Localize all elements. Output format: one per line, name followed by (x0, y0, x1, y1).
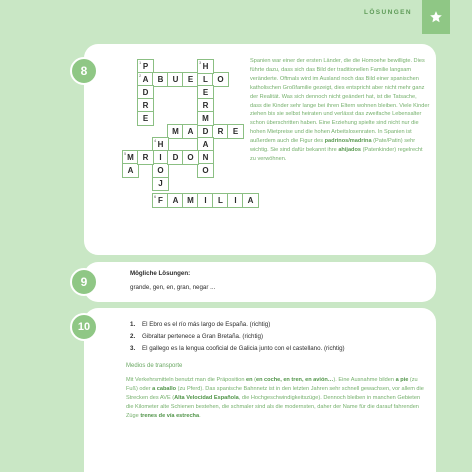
cell-letter: U (172, 75, 179, 84)
crossword-cell (137, 111, 154, 126)
text-run: . (199, 412, 201, 419)
section-tab (422, 0, 450, 34)
crossword-cell (197, 111, 214, 126)
cell-letter: O (217, 75, 224, 84)
exercise-number: 10 (70, 313, 98, 341)
crossword-cell (152, 176, 169, 191)
text-paragraph: Was sich dennoch nicht geändert hat, ist die Tatsache, dass die Kinder sehr lange bei ihren Eltern wohnen bleiben. (250, 93, 417, 109)
solutions-title: Mögliche Lösungen: (130, 270, 191, 277)
crossword-cell (227, 124, 244, 139)
term-highlight: trenes de vía estrecha (140, 412, 200, 419)
cell-letter: M (202, 114, 209, 123)
item-number: 2. (130, 333, 136, 340)
term-highlight: en coche, en tren, en avión… (255, 377, 334, 383)
cell-letter: M (172, 127, 179, 136)
section-label: LÖSUNGEN (363, 9, 412, 16)
list-item (130, 331, 345, 343)
cell-letter: L (218, 196, 223, 205)
cell-letter: A (247, 196, 254, 205)
cell-letter: E (187, 75, 194, 84)
term-highlight: a caballo (152, 385, 177, 392)
cell-letter: A (127, 166, 134, 175)
term-highlight: ahijados (338, 147, 362, 154)
cell-clue-number: 6 (154, 194, 157, 199)
star-icon (429, 10, 443, 24)
exercise-number: 9 (70, 268, 98, 296)
cell-letter: M (127, 153, 134, 162)
cell-letter: B (157, 75, 164, 84)
text-paragraph: In Spanien ist außerdem auch die Figur des (250, 129, 412, 145)
item-number: 3. (130, 345, 136, 352)
cell-clue-number: 1 (139, 60, 142, 65)
cell-clue-number: 5 (124, 151, 127, 156)
exercise-10-panel (77, 308, 436, 472)
item-text: El gallego es la lengua cooficial de Galicia junto con el castellano. (richtig) (142, 345, 345, 352)
section-subheading: Medios de transporte (126, 363, 183, 369)
cell-letter: F (158, 196, 163, 205)
cell-letter: E (202, 88, 209, 97)
answer-list (130, 319, 345, 355)
crossword-cell (212, 72, 229, 87)
crossword-cell (122, 163, 139, 178)
crossword-cell (242, 193, 259, 208)
cell-clue-number: 4 (154, 138, 157, 143)
cell-letter: A (142, 75, 149, 84)
cell-letter: O (157, 166, 164, 175)
cell-letter: A (187, 127, 194, 136)
crossword-cell (197, 59, 214, 74)
explanation-text (126, 376, 426, 421)
list-item (130, 319, 345, 331)
cell-letter: D (142, 88, 149, 97)
text-run: , die Hochgeschwindigkeitszüge). Dennoch bleiben in manchen Gebieten die Kilometer alte Schienen bestehen, die schmaler sind als die modernsten, daher der Name für die darauf fahrenden Züge (126, 394, 421, 419)
cell-clue-number: 3 (199, 60, 202, 65)
cell-letter: I (159, 153, 162, 162)
cell-letter: A (172, 196, 179, 205)
cell-letter: R (217, 127, 224, 136)
solutions-words: grande, gen, en, gran, negar ... (130, 284, 216, 291)
cell-letter: R (202, 101, 209, 110)
cell-letter: I (204, 196, 207, 205)
cell-letter: H (157, 140, 164, 149)
cell-letter: N (202, 153, 209, 162)
text-run: (zu Pferd). Das spanische Bahnnetz ist in den letzten Jahren sehr schnell gewachsen, vor allem die Strecken des AVE ( (126, 385, 424, 401)
cell-letter: P (142, 62, 149, 71)
cell-letter: D (202, 127, 209, 136)
cell-letter: L (203, 75, 208, 84)
text-run: ( (252, 377, 256, 383)
text-paragraph: (Pate/Patin) sehr wichtig. Sie sind dafür bekannt ihre (250, 138, 416, 154)
item-text: Gibraltar pertenece a Gran Bretaña. (richtig) (142, 333, 264, 340)
list-item (130, 343, 345, 355)
term-highlight: en (246, 377, 253, 383)
cell-letter: A (202, 140, 209, 149)
cell-letter: R (142, 101, 149, 110)
cell-letter: O (202, 166, 209, 175)
cell-letter: E (142, 114, 149, 123)
explanation-text (250, 57, 430, 164)
cell-letter: I (234, 196, 237, 205)
cell-letter: D (172, 153, 179, 162)
item-text: El Ebro es el río más largo de España. (richtig) (142, 321, 271, 328)
item-number: 1. (130, 321, 136, 328)
text-paragraph: (Patenkinder) regelrecht zu verwöhnen. (250, 147, 423, 162)
text-paragraph: Spanien war einer der ersten Länder, die die Homoehe bewilligte. Dies führte dazu, dass sich das Bild der traditionellen Familie langsam veränderte. Oftmals wird im Ausland noch das Bild einer spanischen katholischen Großfamilie gezeigt, dies entspricht aber nicht mehr ganz der Realität. (250, 58, 425, 100)
text-paragraph: Eine Erziehung spielte sind nicht nur die hohen Mietpreise und die hohen Arbeitslosenraten. (250, 120, 419, 136)
term-highlight: padrinos/madrina (324, 138, 372, 145)
crossword-cell (137, 150, 154, 165)
crossword-cell (152, 163, 169, 178)
cell-clue-number: 2 (139, 73, 142, 78)
text-run: (zu Fuß) oder (126, 377, 418, 392)
text-paragraph: Viele Kinder ziehen bis sie selbst heiraten und verlässt das zweifache Lebensalter schon überschritten haben. (250, 102, 430, 127)
exercise-9-panel (80, 262, 436, 302)
cell-letter: R (142, 153, 149, 162)
exercise-8-panel (80, 44, 436, 255)
term-highlight: Alta Velocidad Española (174, 394, 239, 401)
cell-letter: E (232, 127, 239, 136)
cell-letter: M (187, 196, 194, 205)
text-run: Mit Verkehrsmitteln benutzt man die Präposition (126, 377, 247, 383)
crossword-cell (197, 163, 214, 178)
term-highlight: a pie (395, 377, 409, 383)
text-run: ). Eine Ausnahme bilden (333, 377, 396, 383)
exercise-number: 8 (70, 57, 98, 85)
crossword-cell (182, 150, 199, 165)
cell-letter: O (187, 153, 194, 162)
cell-letter: J (158, 179, 163, 188)
cell-letter: H (202, 62, 209, 71)
